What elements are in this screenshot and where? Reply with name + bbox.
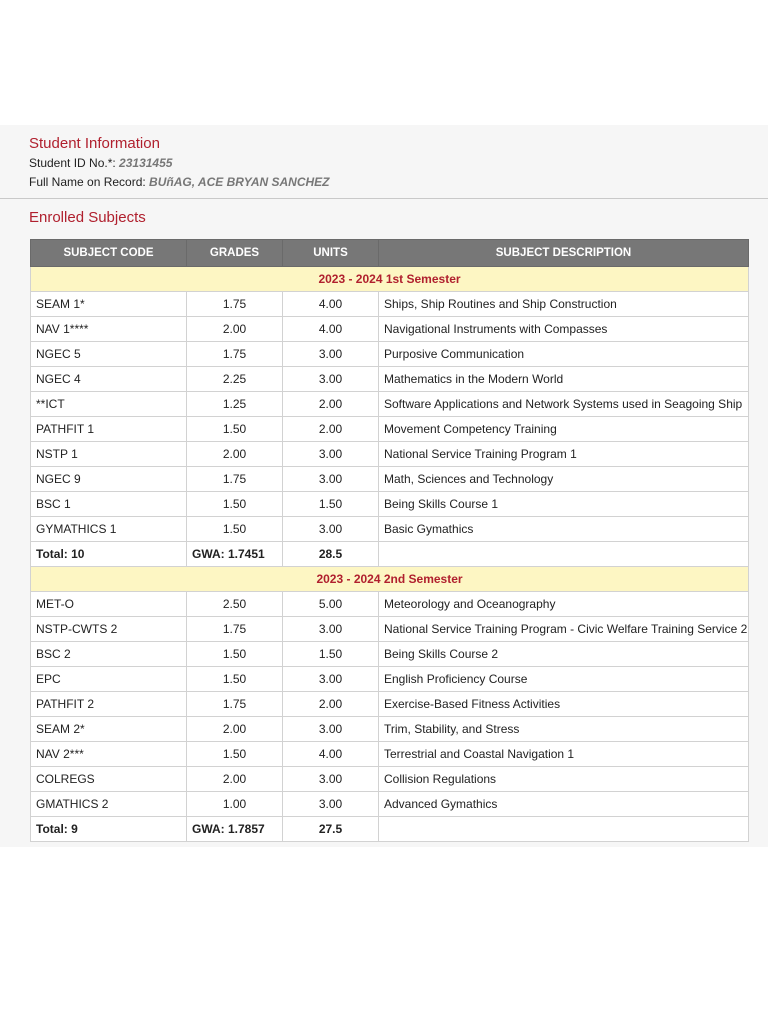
description-cell: English Proficiency Course bbox=[379, 667, 749, 692]
grade-cell: 2.00 bbox=[187, 442, 283, 467]
student-info-title: Student Information bbox=[29, 135, 160, 152]
description-cell: Ships, Ship Routines and Ship Construction bbox=[379, 292, 749, 317]
table-header-row bbox=[31, 240, 749, 267]
grade-cell: 1.50 bbox=[187, 417, 283, 442]
header-grades: GRADES bbox=[187, 240, 283, 267]
total-subjects-cell: Total: 10 bbox=[31, 542, 187, 567]
units-cell: 4.00 bbox=[283, 292, 379, 317]
units-cell: 3.00 bbox=[283, 342, 379, 367]
subject-code-cell: GYMATHICS 1 bbox=[31, 517, 187, 542]
table-row bbox=[31, 392, 749, 417]
grade-cell: 1.75 bbox=[187, 342, 283, 367]
student-id-value: 23131455 bbox=[119, 156, 173, 170]
total-empty-cell bbox=[379, 542, 749, 567]
grade-cell: 2.00 bbox=[187, 767, 283, 792]
grade-cell: 2.25 bbox=[187, 367, 283, 392]
table-row bbox=[31, 617, 749, 642]
description-cell: Terrestrial and Coastal Navigation 1 bbox=[379, 742, 749, 767]
units-cell: 3.00 bbox=[283, 792, 379, 817]
table-row bbox=[31, 517, 749, 542]
grade-cell: 1.75 bbox=[187, 467, 283, 492]
units-cell: 2.00 bbox=[283, 692, 379, 717]
units-cell: 3.00 bbox=[283, 517, 379, 542]
grade-cell: 1.50 bbox=[187, 642, 283, 667]
units-cell: 4.00 bbox=[283, 317, 379, 342]
grades-table-body bbox=[31, 267, 749, 842]
subject-code-cell: NAV 1**** bbox=[31, 317, 187, 342]
subject-code-cell: COLREGS bbox=[31, 767, 187, 792]
grade-cell: 1.50 bbox=[187, 492, 283, 517]
description-cell: Navigational Instruments with Compasses bbox=[379, 317, 749, 342]
subject-code-cell: **ICT bbox=[31, 392, 187, 417]
table-row bbox=[31, 467, 749, 492]
full-name-label: Full Name on Record: bbox=[29, 175, 150, 189]
table-row bbox=[31, 292, 749, 317]
table-row bbox=[31, 742, 749, 767]
units-cell: 3.00 bbox=[283, 717, 379, 742]
table-row bbox=[31, 592, 749, 617]
section-divider bbox=[0, 198, 768, 199]
gwa-cell: GWA: 1.7451 bbox=[187, 542, 283, 567]
units-cell: 1.50 bbox=[283, 642, 379, 667]
grade-cell: 2.00 bbox=[187, 317, 283, 342]
grade-cell: 1.75 bbox=[187, 692, 283, 717]
student-id-line bbox=[29, 156, 172, 170]
description-cell: National Service Training Program 1 bbox=[379, 442, 749, 467]
grade-cell: 1.75 bbox=[187, 292, 283, 317]
description-cell: Mathematics in the Modern World bbox=[379, 367, 749, 392]
gwa-cell: GWA: 1.7857 bbox=[187, 817, 283, 842]
subject-code-cell: SEAM 1* bbox=[31, 292, 187, 317]
description-cell: Movement Competency Training bbox=[379, 417, 749, 442]
subject-code-cell: NSTP-CWTS 2 bbox=[31, 617, 187, 642]
description-cell: Purposive Communication bbox=[379, 342, 749, 367]
semester-label: 2023 - 2024 1st Semester bbox=[31, 267, 749, 292]
table-row bbox=[31, 417, 749, 442]
grade-cell: 1.50 bbox=[187, 742, 283, 767]
header-subject-code: SUBJECT CODE bbox=[31, 240, 187, 267]
subject-code-cell: NGEC 4 bbox=[31, 367, 187, 392]
subject-code-cell: PATHFIT 2 bbox=[31, 692, 187, 717]
total-subjects-cell: Total: 9 bbox=[31, 817, 187, 842]
semester-header-row bbox=[31, 267, 749, 292]
table-row bbox=[31, 367, 749, 392]
description-cell: Exercise-Based Fitness Activities bbox=[379, 692, 749, 717]
total-row bbox=[31, 817, 749, 842]
subject-code-cell: GMATHICS 2 bbox=[31, 792, 187, 817]
units-cell: 4.00 bbox=[283, 742, 379, 767]
units-cell: 3.00 bbox=[283, 367, 379, 392]
subject-code-cell: NAV 2*** bbox=[31, 742, 187, 767]
subject-code-cell: BSC 1 bbox=[31, 492, 187, 517]
total-empty-cell bbox=[379, 817, 749, 842]
table-row bbox=[31, 492, 749, 517]
description-cell: Math, Sciences and Technology bbox=[379, 467, 749, 492]
units-cell: 1.50 bbox=[283, 492, 379, 517]
subject-code-cell: NGEC 9 bbox=[31, 467, 187, 492]
description-cell: National Service Training Program - Civic Welfare Training Service 2 bbox=[379, 617, 749, 642]
description-cell: Advanced Gymathics bbox=[379, 792, 749, 817]
header-subject-description: SUBJECT DESCRIPTION bbox=[379, 240, 749, 267]
description-cell: Basic Gymathics bbox=[379, 517, 749, 542]
full-name-value: BUñAG, ACE BRYAN SANCHEZ bbox=[149, 175, 330, 189]
table-row bbox=[31, 767, 749, 792]
subject-code-cell: NSTP 1 bbox=[31, 442, 187, 467]
description-cell: Trim, Stability, and Stress bbox=[379, 717, 749, 742]
subject-code-cell: EPC bbox=[31, 667, 187, 692]
units-cell: 3.00 bbox=[283, 467, 379, 492]
grade-cell: 2.00 bbox=[187, 717, 283, 742]
units-cell: 3.00 bbox=[283, 667, 379, 692]
grades-table bbox=[30, 239, 749, 842]
units-cell: 2.00 bbox=[283, 417, 379, 442]
total-row bbox=[31, 542, 749, 567]
subject-code-cell: MET-O bbox=[31, 592, 187, 617]
subject-code-cell: PATHFIT 1 bbox=[31, 417, 187, 442]
grade-cell: 1.00 bbox=[187, 792, 283, 817]
description-cell: Being Skills Course 2 bbox=[379, 642, 749, 667]
subject-code-cell: SEAM 2* bbox=[31, 717, 187, 742]
total-units-cell: 27.5 bbox=[283, 817, 379, 842]
units-cell: 2.00 bbox=[283, 392, 379, 417]
grade-cell: 2.50 bbox=[187, 592, 283, 617]
description-cell: Being Skills Course 1 bbox=[379, 492, 749, 517]
full-name-line bbox=[29, 175, 330, 189]
table-row bbox=[31, 667, 749, 692]
subject-code-cell: BSC 2 bbox=[31, 642, 187, 667]
student-id-label: Student ID No.*: bbox=[29, 156, 120, 170]
subject-code-cell: NGEC 5 bbox=[31, 342, 187, 367]
table-row bbox=[31, 692, 749, 717]
header-units: UNITS bbox=[283, 240, 379, 267]
table-row bbox=[31, 342, 749, 367]
enrolled-subjects-title: Enrolled Subjects bbox=[29, 209, 146, 226]
table-row bbox=[31, 717, 749, 742]
semester-header-row bbox=[31, 567, 749, 592]
grade-cell: 1.25 bbox=[187, 392, 283, 417]
table-row bbox=[31, 317, 749, 342]
description-cell: Software Applications and Network Systems used in Seagoing Ship bbox=[379, 392, 749, 417]
units-cell: 3.00 bbox=[283, 767, 379, 792]
description-cell: Collision Regulations bbox=[379, 767, 749, 792]
grade-cell: 1.75 bbox=[187, 617, 283, 642]
table-row bbox=[31, 792, 749, 817]
units-cell: 5.00 bbox=[283, 592, 379, 617]
table-row bbox=[31, 442, 749, 467]
total-units-cell: 28.5 bbox=[283, 542, 379, 567]
units-cell: 3.00 bbox=[283, 617, 379, 642]
units-cell: 3.00 bbox=[283, 442, 379, 467]
semester-label: 2023 - 2024 2nd Semester bbox=[31, 567, 749, 592]
grade-cell: 1.50 bbox=[187, 667, 283, 692]
grades-page bbox=[0, 125, 768, 847]
table-row bbox=[31, 642, 749, 667]
grade-cell: 1.50 bbox=[187, 517, 283, 542]
description-cell: Meteorology and Oceanography bbox=[379, 592, 749, 617]
